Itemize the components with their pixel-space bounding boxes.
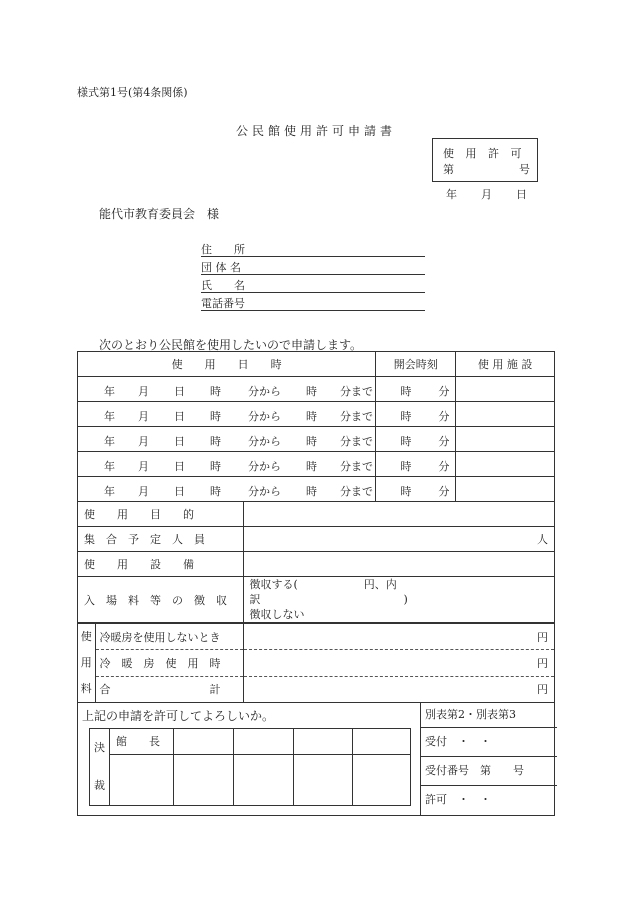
fee-label-2: 用 [80, 656, 92, 669]
date-row-y: 年 [104, 485, 115, 498]
stamp-cell-1[interactable] [174, 729, 234, 755]
header-open: 開会時刻 [376, 352, 456, 377]
date-row-m2: 分まで [340, 410, 373, 423]
date-row-d: 日 [174, 385, 185, 398]
form-number: 様式第1号(第4条関係) [77, 86, 188, 99]
side-number[interactable]: 受付番号 第 号 [421, 757, 557, 786]
admission-option-free[interactable]: 徴収しない [249, 608, 305, 621]
people-unit: 人 [537, 533, 548, 546]
applicant-phone-label: 電話番号 [201, 297, 245, 310]
decision-vertical [90, 729, 110, 806]
open-hour: 時 [400, 385, 412, 398]
director-label: 館 長 [110, 729, 174, 755]
date-row-h1: 時 [210, 435, 221, 448]
decision-label-2: 裁 [94, 779, 105, 792]
date-row-h2: 時 [306, 410, 317, 423]
application-table [77, 351, 555, 816]
equipment-label: 使 用 設 備 [84, 558, 194, 571]
date-month: 月 [481, 188, 492, 201]
stamp-cell-7[interactable] [294, 754, 353, 805]
date-row-d: 日 [174, 460, 185, 473]
people-label: 集 合 予 定 人 員 [84, 533, 205, 546]
fee-row-1-field[interactable] [243, 624, 554, 650]
facility-cell[interactable] [456, 427, 555, 452]
side-ref: 別表第2・別表第3 [421, 703, 557, 728]
fee-row-3-unit: 円 [537, 683, 548, 697]
date-row-h2: 時 [306, 435, 317, 448]
date-row-m: 月 [138, 410, 149, 423]
date-row-m: 月 [138, 385, 149, 398]
fee-row-2-label: 冷 暖 房 使 用 時 [95, 650, 243, 676]
fee-row-3-label: 合 計 [95, 676, 243, 702]
open-hour: 時 [400, 460, 412, 473]
fee-label-1: 使 [80, 630, 92, 643]
equipment-field[interactable] [243, 552, 554, 577]
open-minute: 分 [438, 410, 450, 423]
facility-cell[interactable] [456, 452, 555, 477]
permit-box-go: 号 [519, 163, 530, 176]
date-row-m: 月 [138, 435, 149, 448]
side-received[interactable]: 受付 ・ ・ [421, 728, 557, 757]
stamp-cell-4[interactable] [353, 729, 411, 755]
applicant-address-label: 住 所 [201, 243, 245, 256]
open-minute: 分 [438, 485, 450, 498]
stamp-cell-5[interactable] [174, 754, 234, 805]
date-row-h2: 時 [306, 460, 317, 473]
date-row-m2: 分まで [340, 460, 373, 473]
date-row-y: 年 [104, 385, 115, 398]
open-minute: 分 [438, 385, 450, 398]
date-row-m: 月 [138, 485, 149, 498]
open-minute: 分 [438, 435, 450, 448]
date-row-m1: 分から [248, 385, 281, 398]
fee-row-2-unit: 円 [537, 656, 548, 670]
date-row-d: 日 [174, 410, 185, 423]
date-row-y: 年 [104, 410, 115, 423]
office-side-panel [420, 703, 557, 815]
date-row-h1: 時 [210, 410, 221, 423]
date-row-d: 日 [174, 485, 185, 498]
date-row-m: 月 [138, 460, 149, 473]
admission-option-collect[interactable]: 徴収する( 円、内訳 ) [249, 578, 408, 606]
date-row-d: 日 [174, 435, 185, 448]
date-row-y: 年 [104, 460, 115, 473]
date-row-m2: 分まで [340, 485, 373, 498]
addressee: 能代市教育委員会 様 [99, 207, 220, 221]
fee-row-2-field[interactable] [243, 650, 554, 676]
date-row-h1: 時 [210, 460, 221, 473]
stamp-cell-2[interactable] [234, 729, 294, 755]
approval-question: 上記の申請を許可してよろしいか。 [82, 709, 275, 723]
purpose-label: 使 用 目 的 [84, 508, 194, 521]
date-row[interactable] [78, 477, 555, 502]
permit-box [432, 138, 538, 182]
date-row-h2: 時 [306, 485, 317, 498]
header-datetime: 使 用 日 時 [78, 352, 376, 377]
open-hour: 時 [400, 485, 412, 498]
date-day: 日 [516, 188, 527, 201]
intro-text: 次のとおり公民館を使用したいので申請します。 [99, 338, 363, 352]
facility-cell[interactable] [456, 402, 555, 427]
stamp-cell-3[interactable] [294, 729, 353, 755]
applicant-name-label: 氏 名 [201, 279, 245, 292]
date-row-h1: 時 [210, 385, 221, 398]
open-minute: 分 [438, 460, 450, 473]
date-row-y: 年 [104, 435, 115, 448]
form-title: 公民館使用許可申請書 [236, 124, 397, 138]
date-row[interactable] [78, 427, 555, 452]
date-row-m1: 分から [248, 435, 281, 448]
date-row-m2: 分まで [340, 385, 373, 398]
date-year: 年 [446, 188, 457, 201]
fee-row-3-field[interactable] [243, 676, 554, 702]
open-hour: 時 [400, 435, 412, 448]
decision-label-1: 決 [94, 741, 105, 754]
applicant-name[interactable] [201, 277, 425, 293]
open-hour: 時 [400, 410, 412, 423]
date-row[interactable] [78, 377, 555, 402]
admission-field[interactable] [243, 577, 554, 623]
applicant-phone[interactable] [201, 295, 425, 311]
applicant-address[interactable] [201, 241, 425, 257]
admission-label: 入 場 料 等 の 徴 収 [84, 593, 227, 607]
facility-cell[interactable] [456, 477, 555, 502]
fee-row-1-label: 冷暖房を使用しないとき [95, 624, 243, 650]
header-facility: 使 用 施 設 [456, 352, 555, 377]
date-row-m1: 分から [248, 460, 281, 473]
applicant-group[interactable] [201, 259, 425, 275]
permit-box-line1: 使 用 許 可 [443, 147, 526, 160]
director-stamp[interactable] [110, 754, 174, 805]
applicant-group-label: 団 体 名 [201, 261, 241, 274]
date-row-h2: 時 [306, 385, 317, 398]
date-row-m1: 分から [248, 485, 281, 498]
date-row[interactable] [78, 402, 555, 427]
date-row-m2: 分まで [340, 435, 373, 448]
fee-label-3: 料 [80, 682, 92, 695]
fee-vertical-label [78, 624, 95, 702]
side-permit[interactable]: 許可 ・ ・ [425, 793, 491, 806]
fee-row-1-unit: 円 [537, 630, 548, 644]
permit-box-dai: 第 [443, 163, 454, 176]
purpose-field[interactable] [243, 502, 554, 527]
stamp-cell-8[interactable] [353, 754, 411, 805]
decision-grid [89, 728, 411, 806]
facility-cell[interactable] [456, 377, 555, 402]
people-field[interactable] [243, 527, 554, 552]
date-row[interactable] [78, 452, 555, 477]
date-row-h1: 時 [210, 485, 221, 498]
date-row-m1: 分から [248, 410, 281, 423]
stamp-cell-6[interactable] [234, 754, 294, 805]
